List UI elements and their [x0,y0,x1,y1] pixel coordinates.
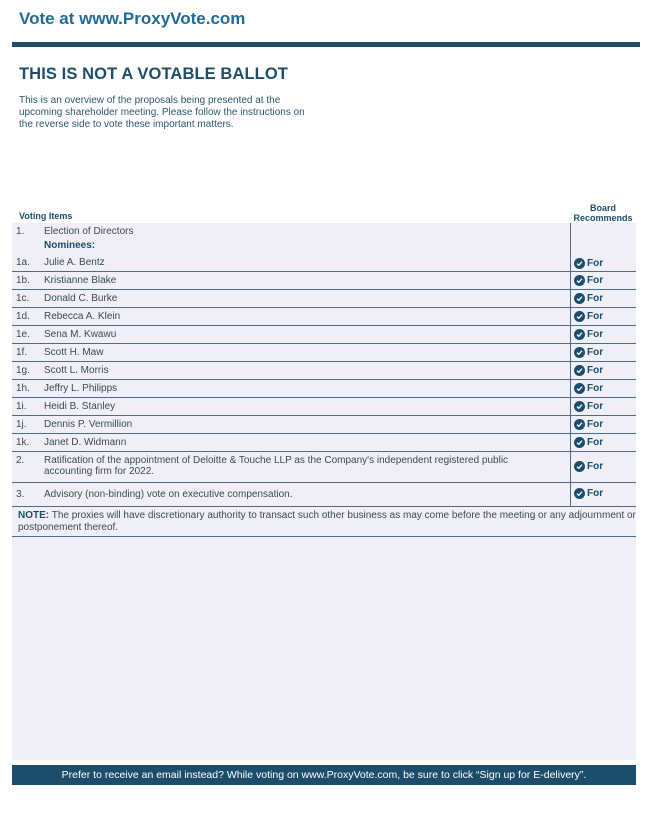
check-circle-icon [574,401,585,412]
nominee-number: 1c. [16,293,30,304]
recommendation-label: For [587,383,604,394]
item-2-row [12,452,636,483]
nominee-name: Janet D. Widmann [44,437,127,448]
page-title: THIS IS NOT A VOTABLE BALLOT [19,65,288,83]
nominee-name: Scott L. Morris [44,365,109,376]
recommendation-label: For [587,293,604,304]
nominee-name: Heidi B. Stanley [44,401,116,412]
check-circle-icon [574,419,585,430]
ballot-rows [12,223,636,537]
recommendation-label: For [587,437,604,448]
nominee-row [12,362,636,380]
item-1-row [12,223,636,272]
recommendation-cell [570,380,636,397]
recommendation [574,347,603,358]
recommendation [574,437,603,448]
recommendation-cell [570,344,636,361]
nominee-name: Rebecca A. Klein [44,311,121,322]
nominee-rows [12,272,636,452]
nominee-name: Scott H. Maw [44,347,104,358]
nominee-number: 1j. [16,419,27,430]
intro-text: This is an overview of the proposals being presented at the upcoming shareholder meeting. Please follow the instructions on the reverse side to vote these important matters. [19,95,305,130]
note-text [18,510,638,534]
edelivery-footer: Prefer to receive an email instead? While voting on www.ProxyVote.com, be sure to click “Sign up for E-delivery”. [12,765,636,785]
nominee-number: 1h. [16,383,30,394]
recommendation-cell [570,416,636,433]
recommendation-cell [570,290,636,307]
recommendation [574,275,603,286]
recommendation [574,311,603,322]
item-text: Advisory (non-binding) vote on executive compensation. [44,489,293,500]
item-text: Ratification of the appointment of Deloitte & Touche LLP as the Company's independent registered public accounting firm for 2022. [44,455,509,477]
check-circle-icon [574,461,585,472]
recommendation-label: For [587,488,604,499]
note-block [12,507,636,537]
recommendation-cell [570,452,636,482]
board-header-line1: Board [589,203,616,213]
recommendation-cell [570,434,636,451]
recommendation-label: For [587,461,604,472]
item-number: 2. [16,455,25,466]
nominee-name: Jeffry L. Philipps [44,383,118,394]
recommendation-label: For [587,419,604,430]
check-circle-icon [574,488,585,499]
recommendation-label: For [587,329,604,340]
nominee-number: 1a. [16,257,30,268]
nominee-row [12,290,636,308]
check-circle-icon [574,293,585,304]
recommendation-cell [570,308,636,325]
nominees-label: Nominees: [44,240,96,251]
recommendation [574,401,603,412]
recommendation-cell [570,398,636,415]
item-text: Election of Directors [44,226,134,237]
check-circle-icon [574,329,585,340]
item-number: 3. [16,489,25,500]
vote-url-banner: Vote at www.ProxyVote.com [19,9,246,28]
recommendation-cell [570,483,636,506]
check-circle-icon [574,437,585,448]
recommendation [574,329,603,340]
nominee-number: 1e. [16,329,30,340]
nominee-row [12,344,636,362]
top-rule [12,42,640,47]
recommendation-label: For [587,401,604,412]
recommendation-cell [570,272,636,289]
note-rule [12,536,636,537]
nominee-row [12,434,636,452]
note-label: NOTE: [18,510,50,521]
nominee-row [12,326,636,344]
nominee-name: Donald C. Burke [44,293,118,304]
recommendation [574,488,603,499]
recommendation [574,258,603,269]
nominee-name: Kristianne Blake [44,275,117,286]
recommendation-label: For [587,311,604,322]
check-circle-icon [574,365,585,376]
nominee-number: 1f. [16,347,28,358]
nominee-name: Sena M. Kwawu [44,329,117,340]
nominee-row [12,416,636,434]
recommendation-label: For [587,258,604,269]
check-circle-icon [574,275,585,286]
check-circle-icon [574,258,585,269]
nominee-number: 1d. [16,311,30,322]
nominee-row [12,272,636,290]
nominee-name: Julie A. Bentz [44,257,105,268]
board-recommends-header [570,203,636,223]
item-3-row [12,483,636,507]
item-number: 1. [16,226,25,237]
voting-items-header: Voting Items [19,211,73,221]
recommendation [574,461,603,472]
recommendation-label: For [587,347,604,358]
board-header-line2: Recommends [573,213,633,223]
note-body: The proxies will have discretionary authority to transact such other business as may come before the meeting or any adjournment or postponement thereof. [18,510,636,533]
nominee-row [12,398,636,416]
nominee-number: 1b. [16,275,30,286]
check-circle-icon [574,347,585,358]
check-circle-icon [574,383,585,394]
nominee-row [12,308,636,326]
check-circle-icon [574,311,585,322]
nominee-name: Dennis P. Vermillion [44,419,133,430]
recommendation [574,419,603,430]
recommendation-label: For [587,365,604,376]
recommendation-cell [570,223,636,271]
recommendation [574,293,603,304]
ballot-panel [12,223,636,760]
recommendation-label: For [587,275,604,286]
recommendation-cell [570,326,636,343]
recommendation [574,365,603,376]
nominee-number: 1g. [16,365,30,376]
nominee-row [12,380,636,398]
recommendation-cell [570,362,636,379]
nominee-number: 1k. [16,437,30,448]
recommendation [574,383,603,394]
nominee-number: 1i. [16,401,27,412]
